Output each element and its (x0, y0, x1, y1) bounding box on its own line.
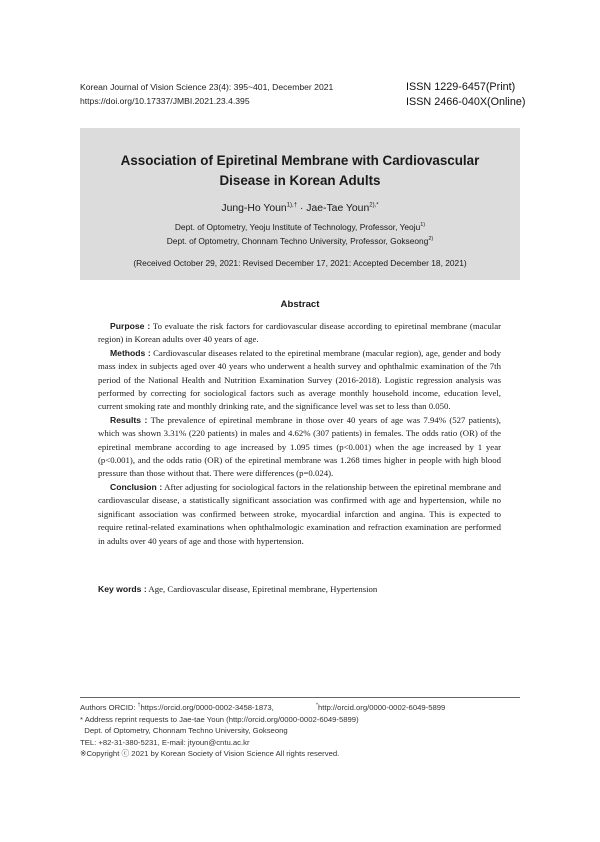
orcid-2 (316, 702, 445, 714)
author-1-mark: 1),† (286, 202, 298, 209)
affiliation-1-mark: 1) (420, 222, 426, 229)
author-list (80, 202, 520, 216)
orcid-2-link[interactable]: http://orcid.org/0000-0002-6049-5899 (317, 703, 446, 712)
copyright-notice: ※Copyright ⓒ 2021 by Korean Society of Vision Science All rights reserved. (80, 749, 340, 759)
received-dates: (Received October 29, 2021: Revised December 17, 2021: Accepted December 18, 2021) (133, 258, 467, 268)
keywords-text: Age, Cardiovascular disease, Epiretinal membrane, Hypertension (146, 584, 378, 594)
paper-title (80, 151, 520, 191)
orcid-2-mark: * (316, 702, 318, 709)
contact-info: TEL: +82-31-380-5231, E-mail: jtyoun@cntu.ac.kr (80, 737, 250, 747)
conclusion-text: After adjusting for sociological factors in the relationship between the epiretinal membrane and cardiovascular disease, a statistically significant association was confirmed with age and hypertension, while no significant association was confirmed between stroke, myocardial infarction and angina. This is expected to require retinal-related examinations when ophthalmologic examination and refraction examination are performed in adults over 40 years of age and those with hypertension. (98, 481, 501, 546)
journal-header (80, 80, 333, 108)
affiliation-2-text: Dept. of Optometry, Chonnam Techno University, Professor, Gokseong (166, 235, 429, 246)
purpose-paragraph (98, 320, 501, 347)
orcid-1-link[interactable]: https://orcid.org/0000-0002-3458-1873, (140, 703, 274, 712)
purpose-label: Purpose : (110, 321, 151, 331)
conclusion-label: Conclusion : (110, 481, 163, 492)
methods-label: Methods : (110, 347, 151, 358)
doi-link[interactable]: https://doi.org/10.17337/JMBI.2021.23.4.395 (80, 96, 250, 106)
author-2: Jae-Tae Youn (306, 203, 370, 214)
reprint-department: Dept. of Optometry, Chonnam Techno University, Gokseong (80, 726, 288, 736)
journal-citation: Korean Journal of Vision Science 23(4): 395~401, December 2021 (80, 82, 334, 92)
title-line-1: Association of Epiretinal Membrane with Cardiovascular (120, 153, 480, 168)
issn-block (406, 80, 525, 110)
orcid-label: Authors ORCID: (80, 703, 138, 712)
orcid-1-mark: † (137, 702, 141, 709)
author-1: Jung-Ho Youn (221, 203, 287, 214)
author-separator: · (297, 203, 307, 214)
footnotes (80, 702, 520, 760)
keywords (98, 584, 501, 594)
issn-online: ISSN 2466-040X(Online) (406, 96, 526, 108)
orcid-line (80, 702, 520, 714)
abstract-body (98, 320, 501, 548)
title-box (80, 128, 520, 280)
results-text: The prevalence of epiretinal membrane in those over 40 years of age was 7.94% (527 patients), which was shown 3.31% (220 patients) in males and 4.62% (307 patients) in females. The odds ratio (OR) of the epiretinal membrane according to age increased by 1.095 times (p<0.001) when the age increased by 1 year (p<0.001), and the odds ratio (OR) of the epiretinal membrane was 1.268 times higher in people with high blood pressure than those without that. There were differences (p=0.024). (98, 414, 501, 479)
affiliation-2 (80, 235, 520, 249)
title-line-2: Disease in Korean Adults (219, 173, 381, 188)
methods-paragraph (98, 347, 501, 414)
abstract-heading: Abstract (280, 299, 320, 310)
results-label: Results : (110, 414, 148, 425)
affiliation-1-text: Dept. of Optometry, Yeoju Institute of Technology, Professor, Yeoju (174, 222, 421, 232)
author-2-mark: 2),* (369, 202, 379, 209)
footer-divider (80, 697, 520, 698)
conclusion-paragraph (98, 481, 501, 548)
affiliations (80, 221, 520, 249)
affiliation-1 (80, 221, 520, 235)
results-paragraph (98, 414, 501, 481)
keywords-label: Key words : (98, 584, 147, 594)
reprint-request: * Address reprint requests to Jae-tae Youn (http://orcid.org/0000-0002-6049-5899) (80, 714, 359, 724)
purpose-text: To evaluate the risk factors for cardiovascular disease according to epiretinal membrane (macular region) in Korean adults over 40 years of age. (98, 321, 501, 345)
issn-print: ISSN 1229-6457(Print) (406, 81, 516, 93)
affiliation-2-mark: 2) (428, 236, 434, 242)
methods-text: Cardiovascular diseases related to the epiretinal membrane (macular region), age, gender and body mass index in subjects aged over 40 years who underwent a health survey and ophthalmic examination of the 7th period of the National Health and Nutrition Examination Survey (2016-2018). Logistic regression analysis was performed by correcting for sociological factors such as average monthly household income, education level, current smoking rate and monthly drinking rate, and the significance level was set to less than 0.050. (98, 347, 502, 412)
